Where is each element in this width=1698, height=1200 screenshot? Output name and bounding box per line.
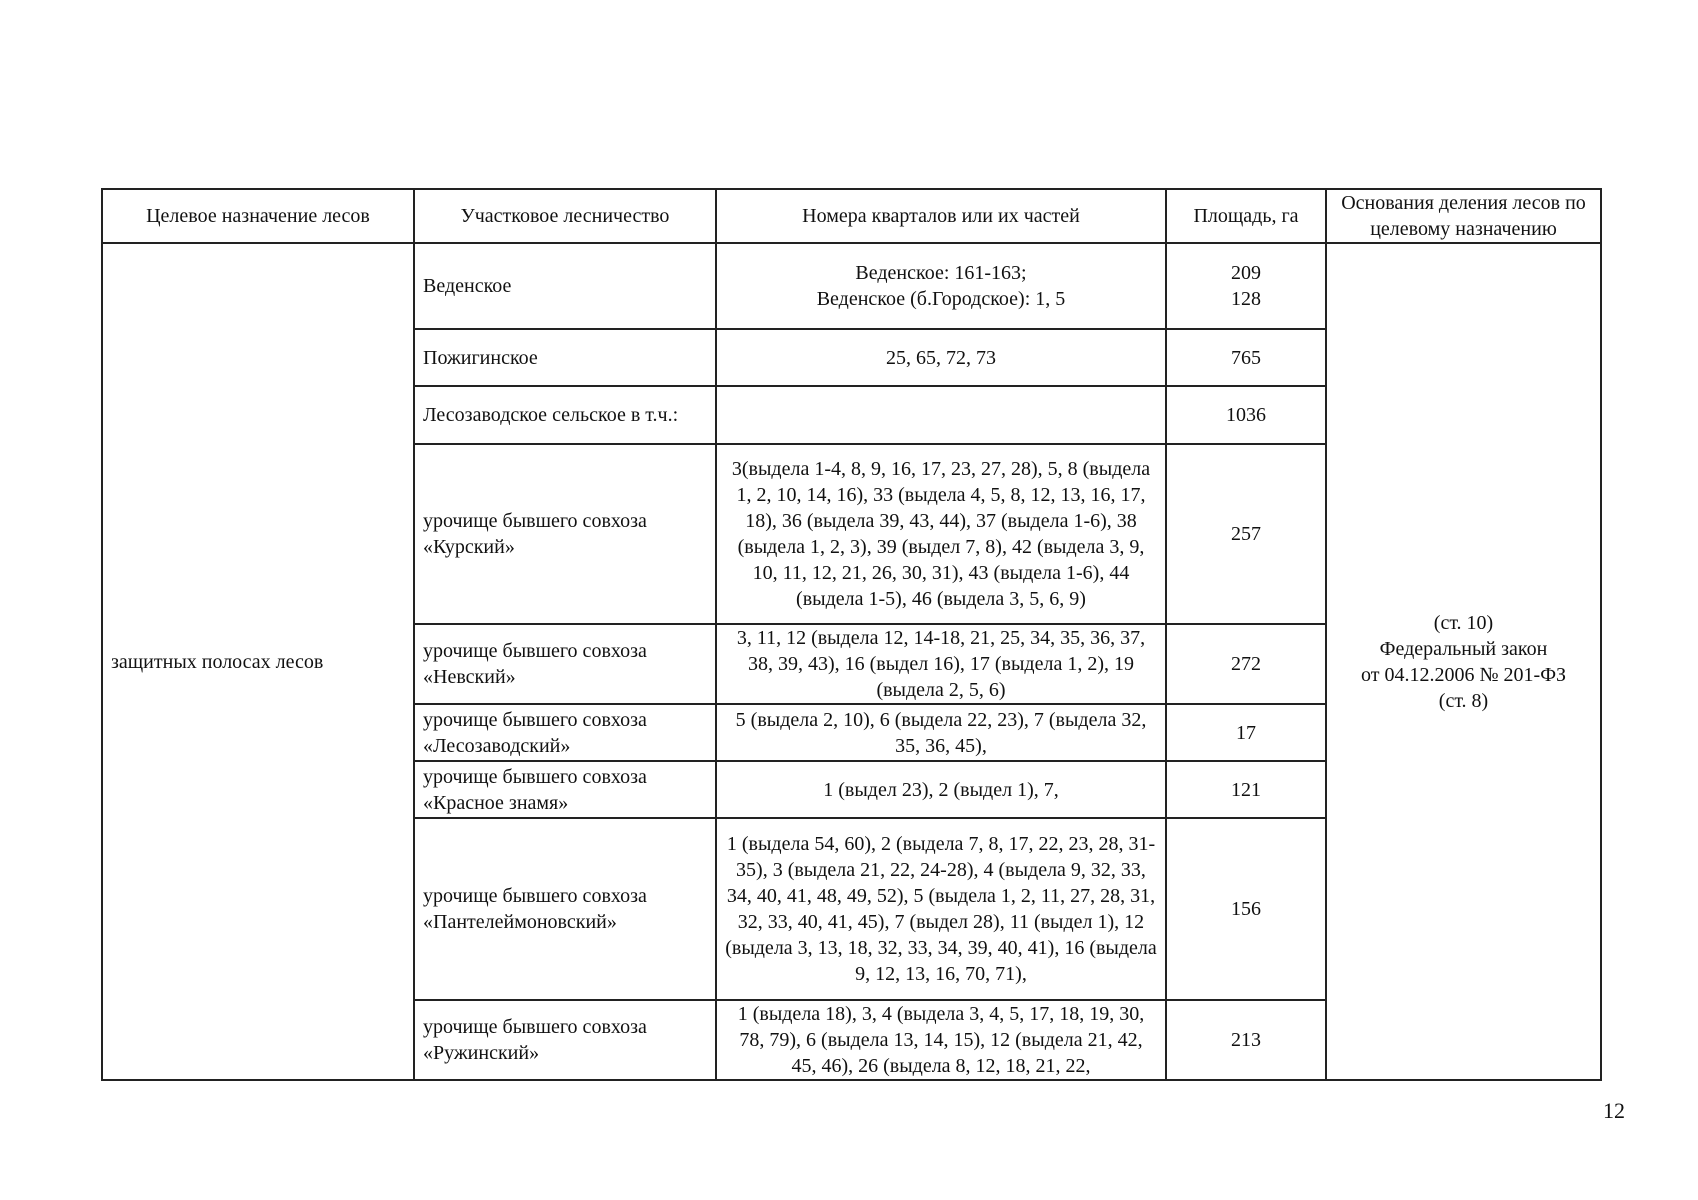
quarter-numbers xyxy=(716,386,1166,444)
quarter-numbers xyxy=(716,243,1166,329)
quarter-numbers: 1 (выдел 23), 2 (выдел 1), 7, xyxy=(716,761,1166,818)
quarter-numbers: 3(выдела 1-4, 8, 9, 16, 17, 23, 27, 28), 5, 8 (выдела 1, 2, 10, 14, 16), 33 (выдела 4, 5, 8, 12, 13, 16, 17, 18), 36 (выдела 39, 43, 44), 37 (выдела 1-6), 38 (выдела 1, 2, 3), 39 (выдел 7, 8), 42 (выдела 3, 9, 10, 11, 12, 21, 26, 30, 31), 43 (выдела 1-6), 44 (выдела 1-5), 46 (выдела 3, 5, 6, 9) xyxy=(716,444,1166,624)
basis-line: от 04.12.2006 № 201-ФЗ xyxy=(1360,663,1567,686)
basis-line: (ст. 10) xyxy=(1433,611,1494,634)
area-value: 17 xyxy=(1166,704,1326,761)
quarter-line: Веденское (б.Городское): 1, 5 xyxy=(816,288,1066,310)
forestry-name: урочище бывшего совхоза «Курский» xyxy=(414,444,716,624)
basis-line: Федеральный закон xyxy=(1379,637,1548,660)
quarter-numbers: 3, 11, 12 (выдела 12, 14-18, 21, 25, 34, 35, 36, 37, 38, 39, 43), 16 (выдел 16), 17 (выдела 1, 2), 19 (выдела 2, 5, 6) xyxy=(716,624,1166,704)
quarter-numbers: 1 (выдела 18), 3, 4 (выдела 3, 4, 5, 17, 18, 19, 30, 78, 79), 6 (выдела 13, 14, 15), 12 (выдела 21, 42, 45, 46), 26 (выдела 8, 12, 18, 21, 22, xyxy=(716,1000,1166,1080)
area-value: 765 xyxy=(1166,329,1326,386)
quarter-numbers: 1 (выдела 54, 60), 2 (выдела 7, 8, 17, 22, 23, 28, 31-35), 3 (выдела 21, 22, 24-28), 4 (выдела 9, 32, 33, 34, 40, 41, 48, 49, 52), 5 (выдела 1, 2, 11, 27, 28, 31, 32, 33, 40, 41, 45), 7 (выдел 28), 11 (выдел 1), 12 (выдела 3, 13, 18, 32, 33, 34, 39, 40, 41), 16 (выдела 9, 12, 13, 16, 70, 71), xyxy=(716,818,1166,1000)
page-number: 12 xyxy=(1603,1098,1625,1123)
header-quarters: Номера кварталов или их частей xyxy=(716,189,1166,243)
area-value: 213 xyxy=(1166,1000,1326,1080)
forestry-name: Веденское xyxy=(414,243,716,329)
basis-cell xyxy=(1326,243,1601,1080)
area-value xyxy=(1166,243,1326,329)
quarter-numbers: 5 (выдела 2, 10), 6 (выдела 22, 23), 7 (выдела 32, 35, 36, 45), xyxy=(716,704,1166,761)
area-line: 128 xyxy=(1231,288,1261,310)
header-basis: Основания деления лесов по целевому назначению xyxy=(1326,189,1601,243)
forest-division-table xyxy=(101,188,1602,1081)
area-line: 209 xyxy=(1231,262,1261,284)
header-forestry: Участковое лесничество xyxy=(414,189,716,243)
table-header-row xyxy=(102,189,1601,243)
forestry-name: Пожигинское xyxy=(414,329,716,386)
area-value: 1036 xyxy=(1166,386,1326,444)
forestry-name: урочище бывшего совхоза «Красное знамя» xyxy=(414,761,716,818)
area-value: 121 xyxy=(1166,761,1326,818)
area-value: 257 xyxy=(1166,444,1326,624)
forestry-name: урочище бывшего совхоза «Невский» xyxy=(414,624,716,704)
header-purpose: Целевое назначение лесов xyxy=(102,189,414,243)
quarter-numbers: 25, 65, 72, 73 xyxy=(716,329,1166,386)
header-area: Площадь, га xyxy=(1166,189,1326,243)
area-value: 156 xyxy=(1166,818,1326,1000)
table-row xyxy=(102,243,1601,329)
forestry-name: урочище бывшего совхоза «Пантелеймоновский» xyxy=(414,818,716,1000)
forestry-name: урочище бывшего совхоза «Лесозаводский» xyxy=(414,704,716,761)
forestry-name: урочище бывшего совхоза «Ружинский» xyxy=(414,1000,716,1080)
purpose-cell: защитных полосах лесов xyxy=(102,243,414,1080)
basis-line: (ст. 8) xyxy=(1438,689,1489,712)
forestry-name: Лесозаводское сельское в т.ч.: xyxy=(414,386,716,444)
area-value: 272 xyxy=(1166,624,1326,704)
quarter-line: Веденское: 161-163; xyxy=(855,262,1027,284)
